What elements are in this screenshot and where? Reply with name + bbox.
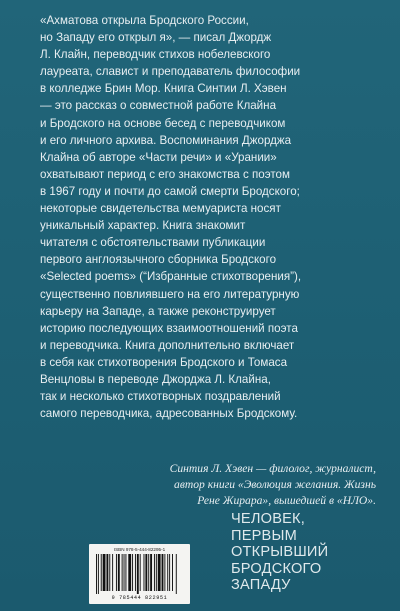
annotation-line: «Selected poems» (“Избранные стихотворения”), xyxy=(40,270,302,284)
annotation-line: историю последующих взаимоотношений поэта xyxy=(40,321,298,335)
annotation-line: и переводчика. Книга дополнительно включает xyxy=(40,338,295,352)
author-note xyxy=(40,461,376,509)
annotation-line: самого переводчика, адресованных Бродскому. xyxy=(40,407,298,421)
isbn-number: ISBN 978-5-444-82295-1 xyxy=(113,547,166,552)
annotation-line: Л. Клайн, переводчик стихов нобелевского xyxy=(40,48,271,62)
annotation-line: «Ахматова открыла Бродского России, xyxy=(40,14,249,27)
annotation-line: существенно повлиявшего на его литературную xyxy=(40,287,300,301)
annotation-line: уникальный характер. Книга знакомит xyxy=(40,219,246,233)
barcode-digits: 9 785444 822951 xyxy=(111,595,168,601)
annotation-line: в колледже Брин Мор. Книга Синтии Л. Хэвен xyxy=(40,82,287,96)
annotation-line: так и несколько стихотворных поздравлений xyxy=(40,390,281,404)
slogan-line: БРОДСКОГО xyxy=(231,560,322,577)
annotation-line: читателя с обстоятельствами публикации xyxy=(40,236,266,250)
annotation-line: в себя как стихотворения Бродского и Томаса xyxy=(40,355,288,369)
slogan-line: ЗАПАДУ xyxy=(231,577,291,593)
annotation-line: и Бродского на основе бесед с переводчиком xyxy=(40,116,286,130)
annotation-line: но Западу его открыл я», — писал Джордж xyxy=(40,31,272,45)
slogan-line: ОТКРЫВШИЙ xyxy=(231,544,329,560)
annotation-line: Клайна об авторе «Части речи» и «Урании» xyxy=(40,150,277,164)
annotation-line: лауреата, славист и преподаватель философии xyxy=(40,65,301,79)
annotation-line: карьеру на Западе, а также реконструирует xyxy=(40,304,276,318)
annotation-line: некоторые свидетельства мемуариста носят xyxy=(40,202,281,216)
annotation-line: — это рассказ о совместной работе Клайна xyxy=(40,99,277,113)
annotation-text xyxy=(40,12,376,422)
annotation-line: Венцловы в переводе Джорджа Л. Клайна, xyxy=(40,372,271,386)
slogan-line: ПЕРВЫМ xyxy=(231,527,297,544)
author-note-line: Синтия Л. Хэвен — филолог, журналист, xyxy=(169,462,376,475)
author-note-line: автор книги «Эволюция желания. Жизнь xyxy=(174,478,376,491)
annotation-line: и его личного архива. Воспоминания Джорджа xyxy=(40,133,292,147)
isbn-barcode xyxy=(89,544,190,604)
annotation-line: охватывают период с его знакомства с поэтом xyxy=(40,167,290,181)
author-note-line: Рене Жирара», вышедшей в «НЛО». xyxy=(197,494,376,507)
slogan xyxy=(231,511,391,594)
slogan-line: ЧЕЛОВЕК, xyxy=(231,511,306,527)
annotation-line: первого англоязычного сборника Бродского xyxy=(40,253,277,267)
annotation-line: в 1967 году и почти до самой смерти Бродского; xyxy=(40,184,300,198)
barcode-bars xyxy=(94,554,185,594)
